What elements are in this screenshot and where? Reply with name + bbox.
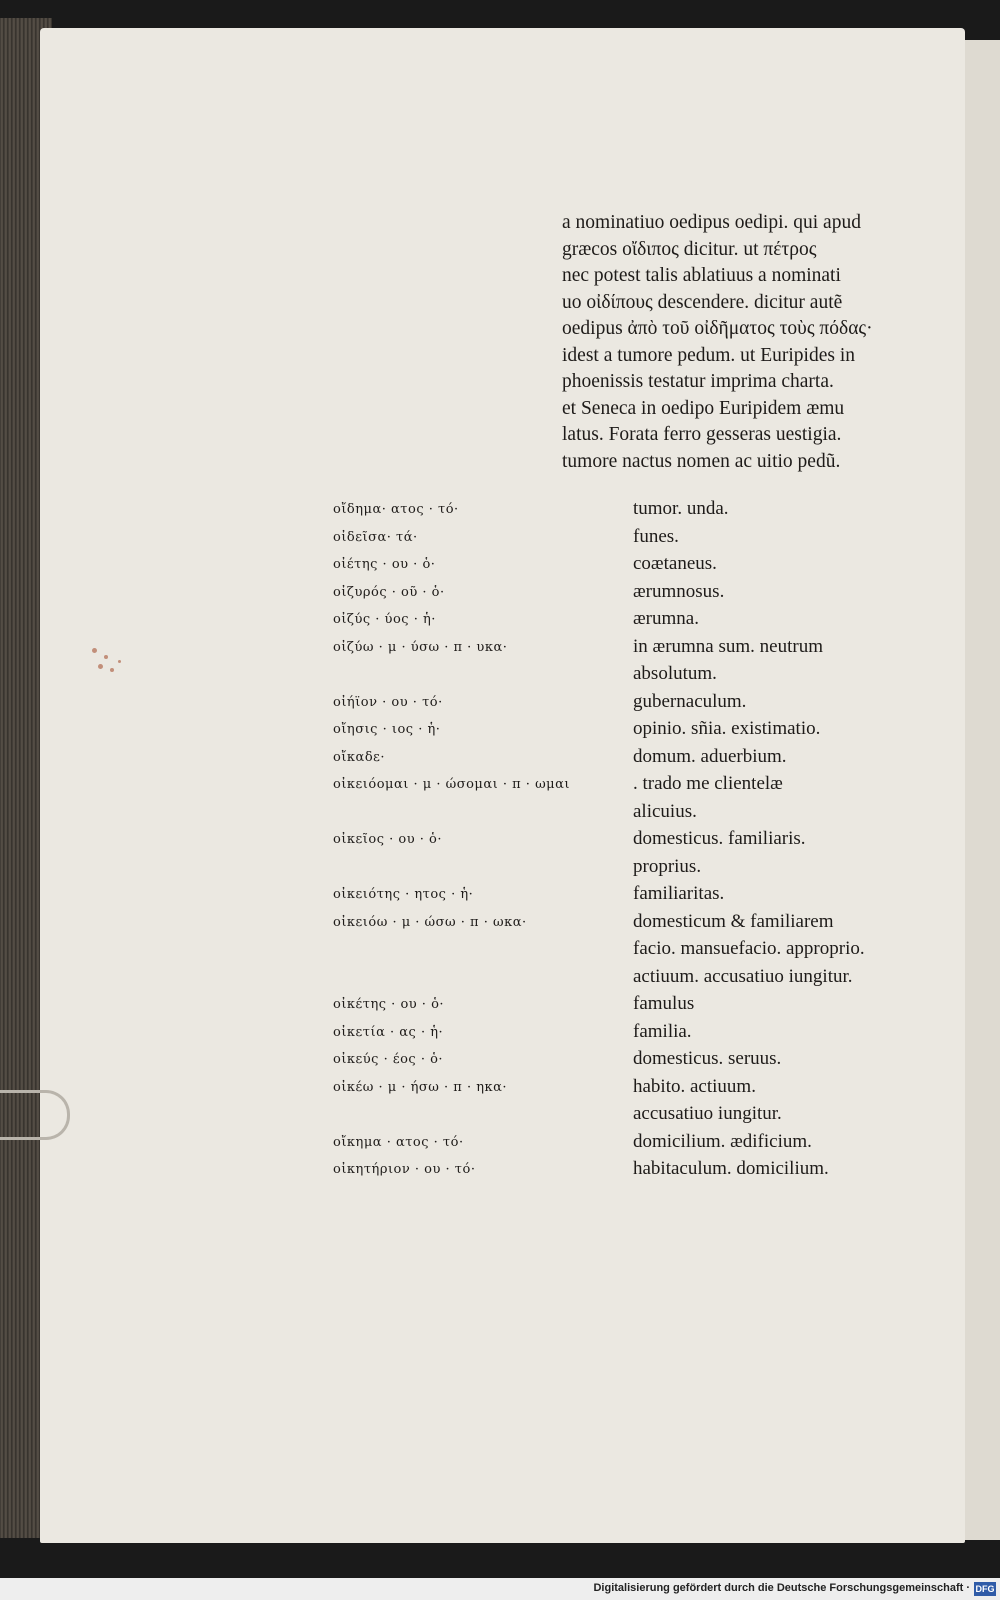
latin-gloss: actiuum. accusatiuo iungitur. — [633, 965, 853, 987]
glossary-entry — [333, 1076, 933, 1104]
latin-gloss: . trado me clientelæ — [633, 773, 783, 794]
greek-headword: οἰκειόω · μ · ώσω · π · ωκα· — [333, 914, 527, 930]
glossary-entry — [333, 608, 933, 636]
greek-headword: οἴκημα · ατος · τό· — [333, 1134, 464, 1150]
latin-gloss: proprius. — [633, 855, 702, 877]
glossary-entry — [333, 1158, 933, 1186]
main-text-block — [562, 210, 912, 475]
text-line: et Seneca in oedipo Euripidem æmu — [562, 397, 845, 419]
text-line: idest a tumore pedum. ut Euripides in — [562, 344, 855, 366]
footer-credit: Digitalisierung gefördert durch die Deutsche Forschungsgemeinschaft · — [593, 1582, 970, 1594]
greek-headword: οἰκεῖος · ου · ὁ· — [333, 832, 442, 847]
greek-headword: οἰκέω · μ · ήσω · π · ηκα· — [333, 1079, 508, 1095]
latin-gloss: gubernaculum. — [633, 690, 747, 712]
text-line: oedipus ἀπὸ τοῦ οἰδῆματος τοὺς πόδας· — [562, 318, 873, 339]
latin-gloss: in ærumna sum. neutrum — [633, 635, 823, 657]
greek-headword: οἰκεύς · έος · ὁ· — [333, 1052, 444, 1067]
text-line: phoenissis testatur imprima charta. — [562, 371, 834, 392]
text-line: græcos οἴδιπος dicitur. ut πέτρος — [562, 238, 817, 260]
glossary-entry — [333, 581, 933, 609]
foxing-stain — [98, 664, 103, 669]
foxing-stain — [104, 655, 108, 659]
glossary-entry — [333, 746, 933, 774]
greek-headword: οἰέτης · ου · ὁ· — [333, 557, 436, 572]
latin-gloss: ærumnosus. — [633, 580, 725, 602]
glossary-entry — [333, 663, 933, 691]
latin-gloss: domesticus. seruus. — [633, 1048, 782, 1069]
text-line: tumore nactus nomen ac uitio pedũ. — [562, 450, 841, 472]
glossary-entry — [333, 636, 933, 664]
glossary-entry — [333, 856, 933, 884]
glossary-entry — [333, 526, 933, 554]
text-line: latus. Forata ferro gesseras uestigia. — [562, 424, 842, 445]
latin-gloss: famulus — [633, 993, 695, 1014]
latin-gloss: habito. actiuum. — [633, 1075, 756, 1097]
latin-gloss: absolutum. — [633, 663, 717, 684]
latin-gloss: domesticum & familiarem — [633, 910, 834, 932]
glossary-entry — [333, 553, 933, 581]
greek-headword: οἰκέτης · ου · ὁ· — [333, 997, 445, 1012]
greek-headword: οἰζύω · μ · ύσω · π · υκα· — [333, 639, 508, 655]
glossary-entry — [333, 498, 933, 526]
digitization-footer — [0, 1578, 1000, 1600]
glossary-entry — [333, 966, 933, 994]
greek-headword: οἴησις · ιος · ἡ· — [333, 722, 441, 737]
glossary-entry — [333, 801, 933, 829]
latin-gloss: funes. — [633, 525, 679, 547]
latin-gloss: familia. — [633, 1020, 692, 1042]
greek-headword: οἴκαδε· — [333, 749, 386, 765]
latin-gloss: coætaneus. — [633, 553, 717, 574]
glossary-list — [333, 498, 933, 1186]
greek-headword: οἰδεῖσα· τά· — [333, 529, 418, 545]
greek-headword: οἰκετία · ας · ἡ· — [333, 1024, 444, 1040]
latin-gloss: familiaritas. — [633, 883, 725, 904]
latin-gloss: facio. mansuefacio. approprio. — [633, 938, 865, 959]
greek-headword: οἰζυρός · οῦ · ὁ· — [333, 584, 445, 600]
dfg-logo: DFG — [975, 1584, 995, 1594]
glossary-entry — [333, 828, 933, 856]
greek-headword: οἰκειότης · ητος · ἡ· — [333, 887, 474, 902]
latin-gloss: opinio. sñia. existimatio. — [633, 718, 821, 739]
glossary-entry — [333, 773, 933, 801]
glossary-entry — [333, 1048, 933, 1076]
greek-headword: οἴδημα· ατος · τό· — [333, 502, 459, 517]
latin-gloss: tumor. unda. — [633, 498, 729, 519]
latin-gloss: habitaculum. domicilium. — [633, 1158, 829, 1179]
glossary-entry — [333, 883, 933, 911]
latin-gloss: domesticus. familiaris. — [633, 828, 806, 849]
glossary-entry — [333, 691, 933, 719]
foxing-stain — [92, 648, 97, 653]
glossary-entry — [333, 911, 933, 939]
foxing-stain — [110, 668, 114, 672]
latin-gloss: alicuius. — [633, 800, 697, 822]
text-line: uo οἰδίπους descendere. dicitur autẽ — [562, 291, 843, 313]
glossary-entry — [333, 718, 933, 746]
glossary-entry — [333, 1021, 933, 1049]
greek-headword: οἰήϊον · ου · τό· — [333, 694, 443, 710]
glossary-entry — [333, 1131, 933, 1159]
foxing-stain — [118, 660, 121, 663]
glossary-entry — [333, 938, 933, 966]
latin-gloss: ærumna. — [633, 608, 699, 629]
greek-headword: οἰζύς · ύος · ἡ· — [333, 612, 436, 627]
glossary-entry — [333, 993, 933, 1021]
latin-gloss: domicilium. ædificium. — [633, 1130, 812, 1152]
latin-gloss: accusatiuo iungitur. — [633, 1103, 782, 1124]
greek-headword: οἰκητήριον · ου · τό· — [333, 1162, 476, 1177]
text-line: nec potest talis ablatiuus a nominati — [562, 265, 841, 286]
page-clip — [0, 1090, 70, 1140]
latin-gloss: domum. aduerbium. — [633, 745, 787, 767]
greek-headword: οἰκειόομαι · μ · ώσομαι · π · ωμαι — [333, 777, 570, 792]
glossary-entry — [333, 1103, 933, 1131]
text-line: a nominatiuo oedipus oedipi. qui apud — [562, 212, 861, 233]
